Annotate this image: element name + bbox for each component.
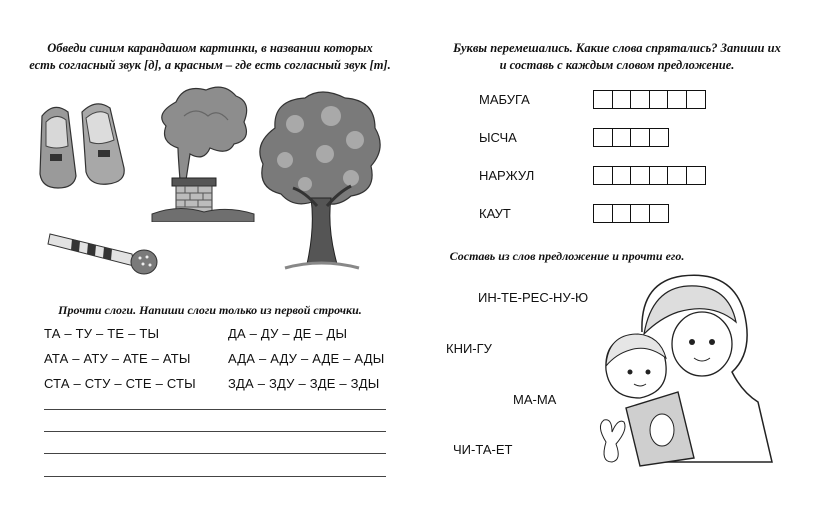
letter-box[interactable] xyxy=(613,167,632,184)
writing-line[interactable] xyxy=(44,431,386,432)
sentence-word-2: КНИ-ГУ xyxy=(446,341,492,356)
letter-box[interactable] xyxy=(594,205,613,222)
letter-box[interactable] xyxy=(594,167,613,184)
letter-box[interactable] xyxy=(631,205,650,222)
syllable-row-3b: ЗДА – ЗДУ – ЗДЕ – ЗДЫ xyxy=(228,376,380,391)
letter-box[interactable] xyxy=(631,167,650,184)
letter-box[interactable] xyxy=(668,167,687,184)
letter-boxes-1[interactable] xyxy=(593,90,706,109)
syllable-row-2a: АТА – АТУ – АТЕ – АТЫ xyxy=(44,351,191,366)
letter-boxes-4[interactable] xyxy=(593,204,669,223)
sentence-word-1: ИН-ТЕ-РЕС-НУ-Ю xyxy=(478,290,589,305)
sentence-word-3: МА-МА xyxy=(513,392,557,407)
slippers-picture[interactable] xyxy=(34,96,130,192)
scrambled-word-1: МАБУГА xyxy=(479,92,530,107)
letter-box[interactable] xyxy=(594,91,613,108)
letter-box[interactable] xyxy=(687,91,706,108)
letter-box[interactable] xyxy=(613,129,632,146)
letter-box[interactable] xyxy=(631,91,650,108)
instruction-circle-pictures xyxy=(20,40,400,74)
syllable-row-2b: АДА – АДУ – АДЕ – АДЫ xyxy=(228,351,385,366)
letter-box[interactable] xyxy=(613,205,632,222)
chimney-smoke-picture[interactable] xyxy=(148,82,258,222)
syllable-row-1a: ТА – ТУ – ТЕ – ТЫ xyxy=(44,326,160,341)
sentence-word-4: ЧИ-ТА-ЕТ xyxy=(453,442,513,457)
instruction-unscramble xyxy=(422,40,812,74)
scrambled-word-4: КАУТ xyxy=(479,206,511,221)
letter-box[interactable] xyxy=(650,129,669,146)
mother-reading-book-picture xyxy=(582,262,782,468)
syllable-row-3a: СТА – СТУ – СТЕ – СТЫ xyxy=(44,376,196,391)
letter-box[interactable] xyxy=(668,91,687,108)
syllable-row-1b: ДА – ДУ – ДЕ – ДЫ xyxy=(228,326,348,341)
writing-line[interactable] xyxy=(44,453,386,454)
instruction-read-syllables: Прочти слоги. Напиши слоги только из первой строчки. xyxy=(58,303,362,317)
right-page xyxy=(410,0,820,524)
letter-box[interactable] xyxy=(594,129,613,146)
letter-box[interactable] xyxy=(631,129,650,146)
letter-box[interactable] xyxy=(650,205,669,222)
letter-boxes-2[interactable] xyxy=(593,128,669,147)
scrambled-word-2: ЫСЧА xyxy=(479,130,517,145)
instruction-line-1: Буквы перемешались. Какие слова спрятались? Запиши их xyxy=(453,41,781,55)
instruction-line-1: Обведи синим карандашом картинки, в названии которых xyxy=(47,41,373,55)
scrambled-word-3: НАРЖУЛ xyxy=(479,168,535,183)
instruction-line-2: и составь с каждым словом предложение. xyxy=(499,58,735,72)
instruction-make-sentence: Составь из слов предложение и прочти его. xyxy=(449,249,685,263)
pipe-picture[interactable] xyxy=(44,228,162,278)
letter-box[interactable] xyxy=(650,91,669,108)
letter-box[interactable] xyxy=(650,167,669,184)
letter-boxes-3[interactable] xyxy=(593,166,706,185)
writing-line[interactable] xyxy=(44,409,386,410)
tree-picture[interactable] xyxy=(255,88,385,278)
letter-box[interactable] xyxy=(613,91,632,108)
instruction-line-2: есть согласный звук [д], а красным – где есть согласный звук [т]. xyxy=(29,58,391,72)
letter-box[interactable] xyxy=(687,167,706,184)
writing-line[interactable] xyxy=(44,476,386,477)
